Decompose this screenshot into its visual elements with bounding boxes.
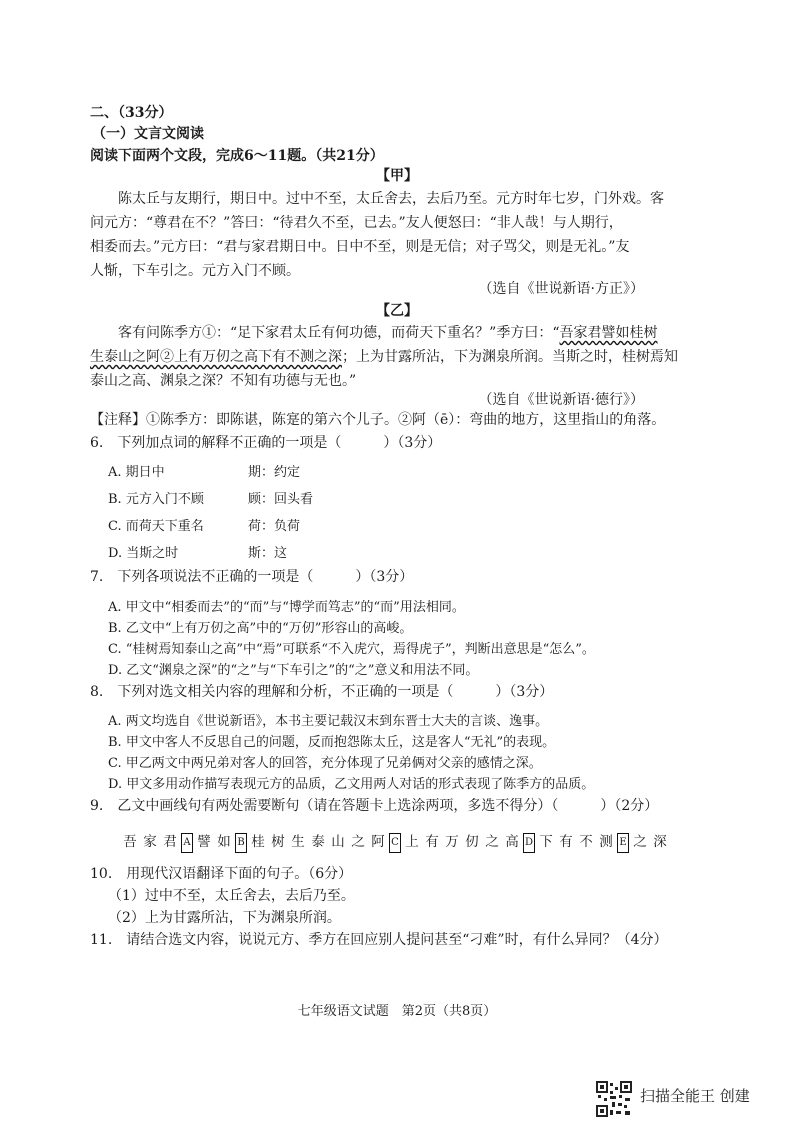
option-label: C. 而荷天下重名	[108, 519, 204, 534]
underlined-sentence: 吾家君譬如桂树	[559, 325, 658, 341]
sequence-character: 高	[505, 834, 519, 850]
sequence-character: 生	[291, 834, 305, 850]
sequence-character: 深	[653, 834, 667, 850]
sequence-character: 家	[143, 834, 157, 850]
sequence-character: 泰	[311, 834, 325, 850]
sequence-character: 阿	[371, 834, 385, 850]
question-8-option: C. 甲乙两文中两兄弟对客人的回答，充分体现了兄弟俩对父亲的感情之深。	[108, 756, 542, 771]
question-8-option: D. 甲文多用动作描写表现元方的品质，乙文用两人对话的形式表现了陈季方的品质。	[108, 777, 595, 792]
break-option-box: D	[523, 833, 535, 853]
sequence-character: 测	[599, 834, 613, 850]
question-7-option: C. “桂树焉知泰山之高”中“焉”可联系“不入虎穴，焉得虎子”，判断出意思是“怎么”。	[108, 642, 595, 657]
passage-yi-line-2	[90, 347, 678, 367]
break-option-box: A	[181, 833, 193, 853]
passage-jia-line: 问元方：“尊君在不？”答曰：“待君久不至，已去。”友人便怒曰：“非人哉！与人期行，	[90, 215, 623, 231]
question-8-stem: 8. 下列对选文相关内容的理解和分析，不正确的一项是（ ）（3分）	[90, 684, 554, 700]
sequence-character: 之	[351, 834, 365, 850]
passage-yi-source: （选自《世说新语·德行》）	[478, 392, 644, 408]
sequence-character: 不	[579, 834, 593, 850]
break-option-box: B	[235, 833, 247, 853]
sequence-character: 山	[331, 834, 345, 850]
passage-jia-title: 【甲】	[376, 168, 418, 184]
sequence-character: 之	[633, 834, 647, 850]
question-6-option	[108, 488, 314, 507]
sequence-character: 下	[539, 834, 553, 850]
option-label: B. 元方入门不顾	[108, 492, 204, 507]
option-definition: 期：约定	[248, 465, 301, 480]
question-7-option: D. 乙文“渊泉之深”的“之”与“下车引之”的“之”意义和用法不同。	[108, 663, 479, 678]
option-label: D. 当斯之时	[108, 546, 179, 561]
question-7-option: B. 乙文中“上有万仞之高”中的“万仞”形容山的高峻。	[108, 621, 413, 636]
sequence-character: 仞	[465, 834, 479, 850]
section-subheading: （一）文言文阅读	[92, 126, 204, 142]
sequence-character: 上	[405, 834, 419, 850]
passage-jia-line: 相委而去。”元方曰：“君与家君期日中。日中不至，则是无信；对子骂父，则是无礼。”友	[90, 239, 630, 255]
passage-yi-line-1	[118, 323, 657, 343]
option-label: A. 期日中	[108, 465, 165, 480]
sentence-break-sequence	[120, 830, 670, 853]
question-9-stem: 9. 乙文中画线句有两处需要断句（请在答题卡上选涂两项，多选不得分）（ ）（2分）	[90, 798, 659, 814]
qr-code-icon	[596, 1081, 632, 1117]
scanner-watermark: 扫描全能王 创建	[640, 1087, 750, 1105]
question-8-option: B. 甲文中客人不反思自己的问题，反而抱怨陈太丘，这是客人“无礼”的表现。	[108, 735, 556, 750]
break-option-box: C	[389, 833, 401, 853]
question-10-stem: 10. 用现代汉语翻译下面的句子。（6分）	[90, 866, 353, 882]
underlined-sentence: 生泰山之阿②上有万仞之高下有不测之深	[90, 349, 342, 365]
sequence-character: 有	[425, 834, 439, 850]
question-6-option	[108, 542, 288, 561]
question-6-option	[108, 461, 301, 480]
question-8-option: A. 两文均选自《世说新语》，本书主要记载汉末到东晋士大夫的言谈、逸事。	[108, 714, 549, 729]
page-footer: 七年级语文试题 第2页（共8页）	[297, 1004, 497, 1019]
sequence-character: 如	[217, 834, 231, 850]
sequence-character: 吾	[123, 834, 137, 850]
option-definition: 斯：这	[248, 546, 288, 561]
sequence-character: 之	[485, 834, 499, 850]
passage-yi-line-3: 泰山之高、渊泉之深？不知有功德与无也。”	[90, 373, 357, 389]
option-definition: 顾：回头看	[248, 492, 314, 507]
question-6-option	[108, 515, 301, 534]
question-6-stem: 6. 下列加点词的解释不正确的一项是（ ）（3分）	[90, 435, 442, 451]
break-option-box: E	[617, 833, 629, 853]
passage-jia-line: 陈太丘与友期行，期日中。过中不至，太丘舍去，去后乃至。元方时年七岁，门外戏。客	[118, 191, 664, 207]
passage-yi-title: 【乙】	[376, 303, 418, 319]
passage-jia-source: （选自《世说新语·方正》）	[478, 281, 644, 297]
sequence-character: 譬	[197, 834, 211, 850]
sequence-character: 君	[163, 834, 177, 850]
section-heading: 二、（33分）	[90, 105, 173, 121]
question-7-option: A. 甲文中“相委而去”的“而”与“博学而笃志”的“而”用法相同。	[108, 600, 465, 615]
passage-yi-text: 客有问陈季方①：“足下家君太丘有何功德，而荷天下重名？”季方曰：“	[118, 325, 560, 341]
passage-jia-line: 人惭，下车引之。元方入门不顾。	[90, 263, 300, 279]
sequence-character: 树	[271, 834, 285, 850]
sequence-character: 有	[559, 834, 573, 850]
passage-yi-text: ；上为甘露所沾，下为渊泉所润。当斯之时，桂树焉知	[342, 349, 678, 365]
question-7-stem: 7. 下列各项说法不正确的一项是（ ）（3分）	[90, 569, 414, 585]
question-10-item: （2）上为甘露所沾，下为渊泉所润。	[108, 910, 341, 926]
section-instruction: 阅读下面两个文段，完成6～11题。（共21分）	[90, 148, 384, 164]
sequence-character: 桂	[251, 834, 265, 850]
annotation-note: 【注释】①陈季方：即陈谌，陈寔的第六个儿子。②阿（ē）：弯曲的地方，这里指山的角落。	[90, 412, 666, 428]
question-11-stem: 11. 请结合选文内容，说说元方、季方在回应别人提问甚至“刁难”时，有什么异同？（4分）	[90, 932, 668, 948]
option-definition: 荷：负荷	[248, 519, 301, 534]
question-10-item: （1）过中不至，太丘舍去，去后乃至。	[108, 888, 355, 904]
sequence-character: 万	[445, 834, 459, 850]
